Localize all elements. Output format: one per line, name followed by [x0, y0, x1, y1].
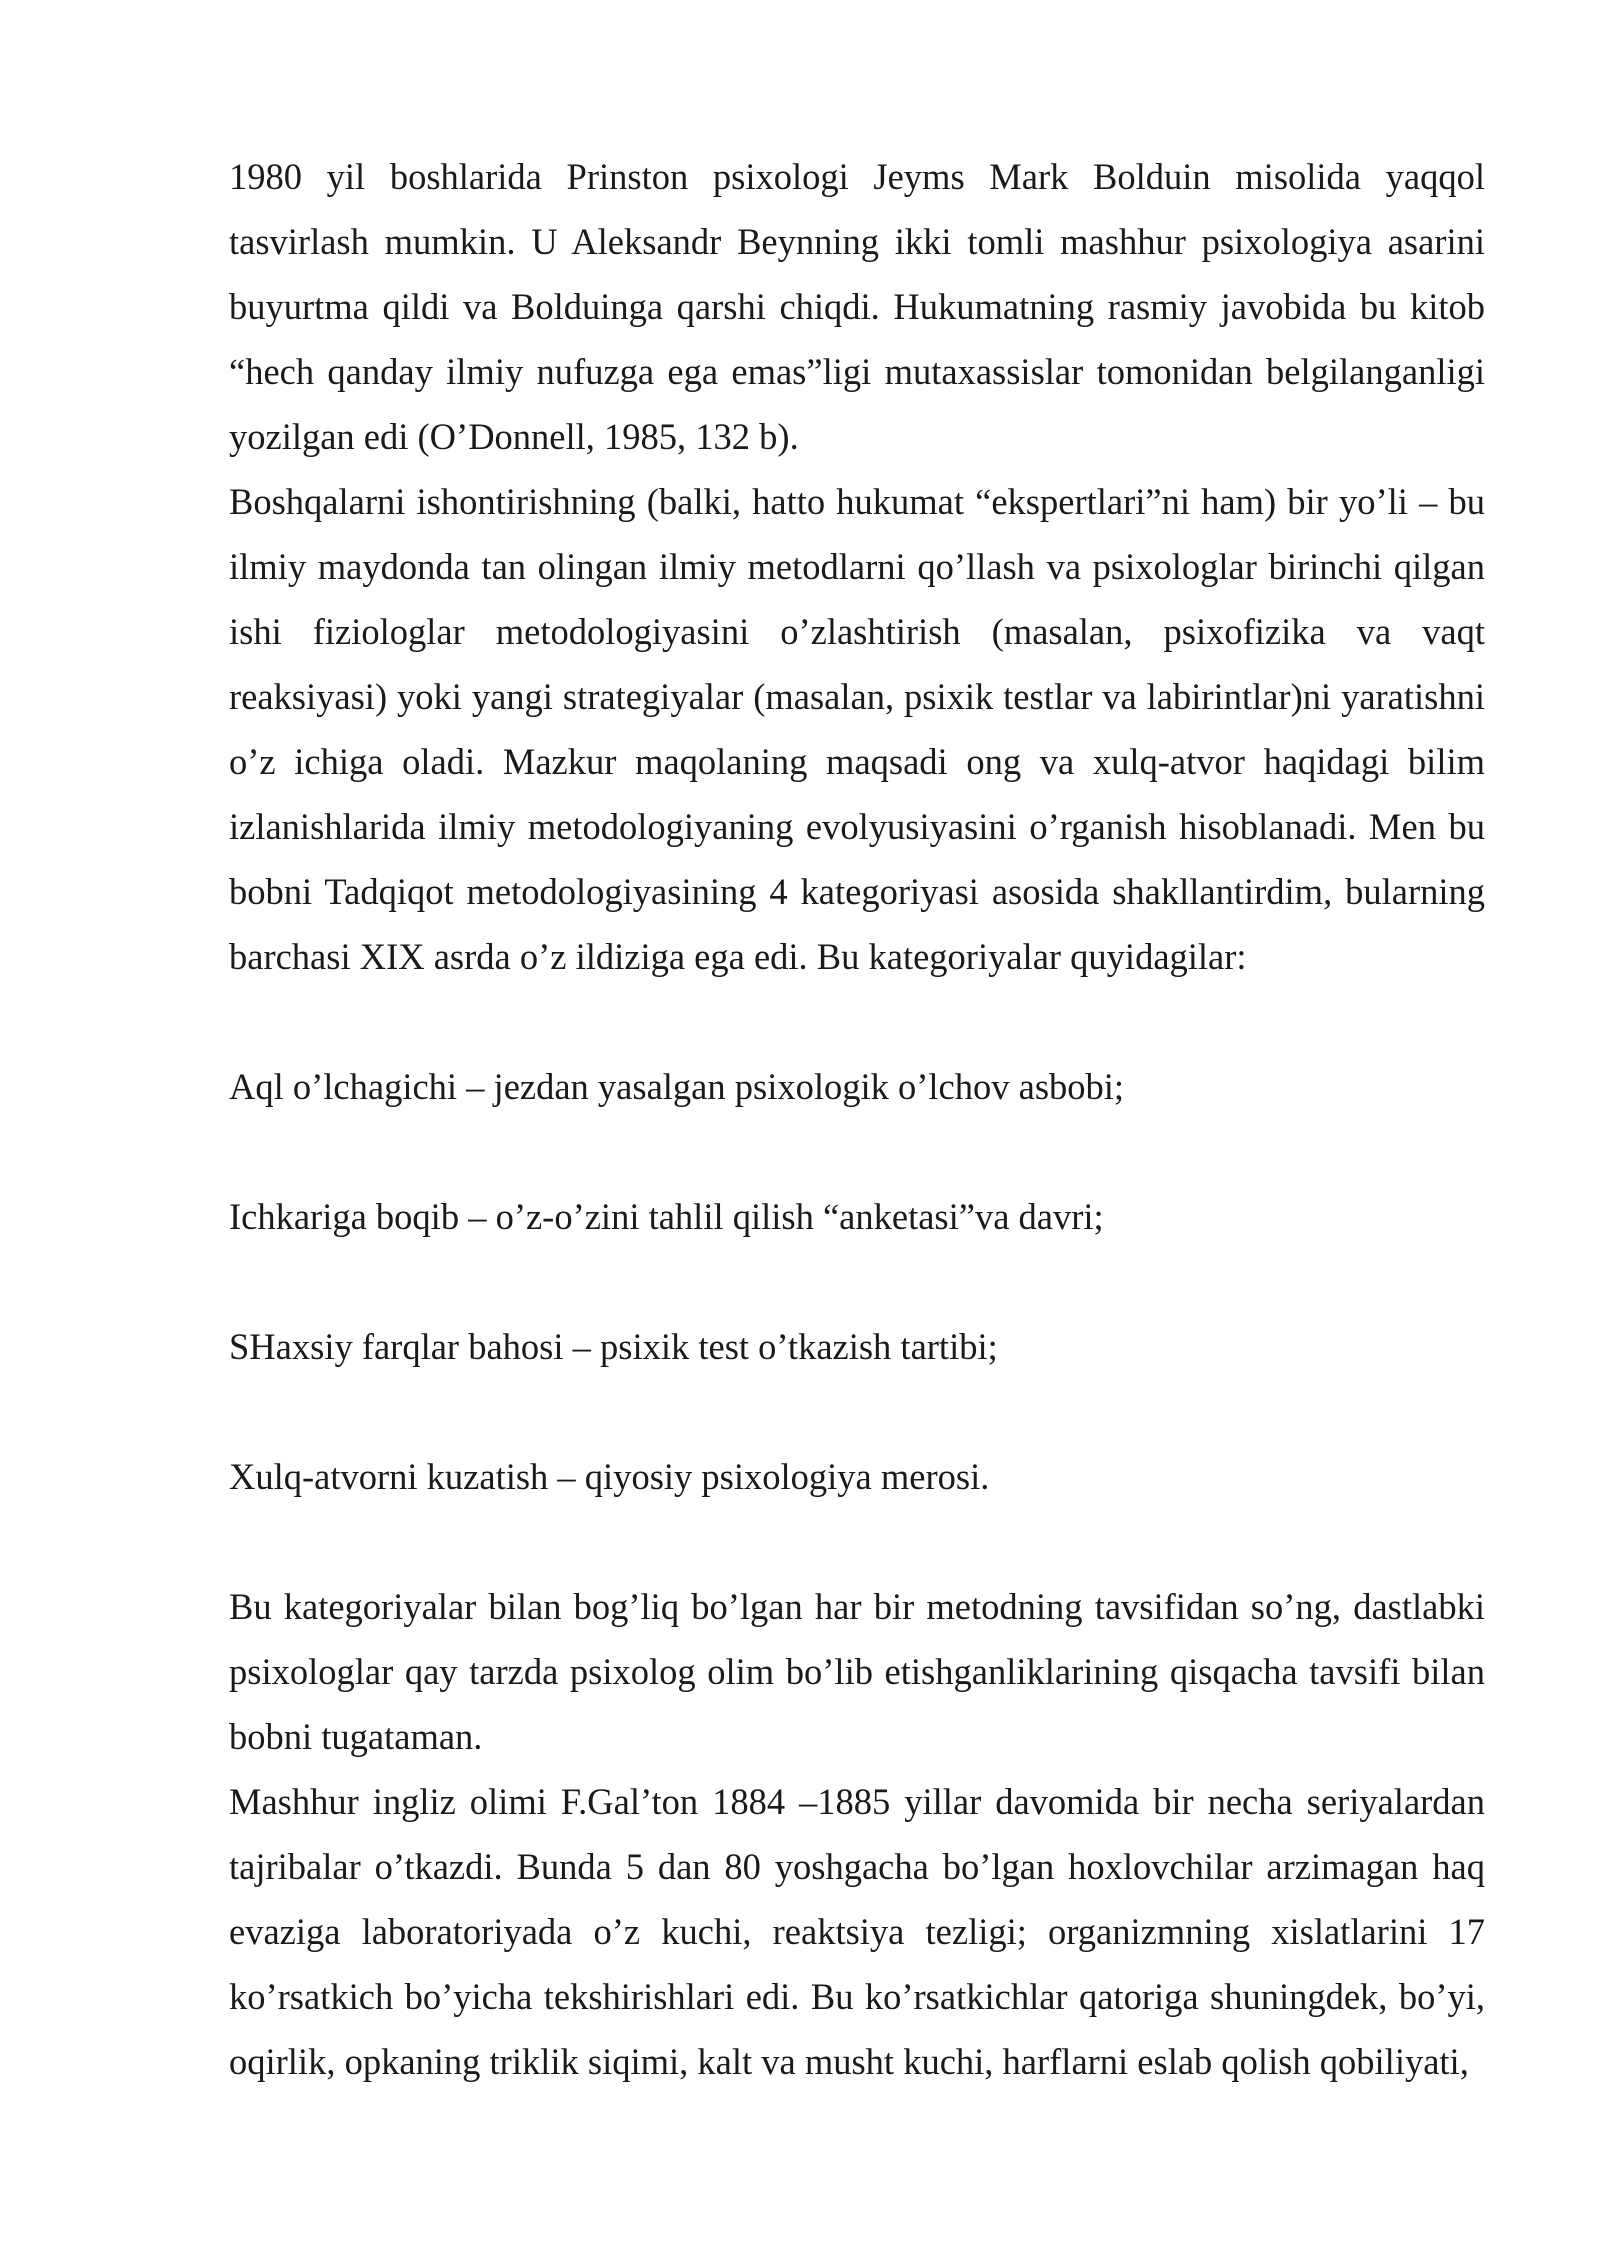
paragraph-methods: Boshqalarni ishontirishning (balki, hatto hukumat “ekspertlari”ni ham) bir yo’li – bu ilmiy maydonda tan olingan ilmiy metodlarni qo’llash va psixologlar birinchi qilgan ishi fiziologlar metodologiyasini o’zlashtirish (masalan, psixofizika va vaqt reaksiyasi) yoki yangi strategiyalar (masalan, psixik testlar va labirintlar)ni yaratishni o’z ichiga oladi. Mazkur maqolaning maqsadi ong va xulq-atvor haqidagi bilim izlanishlarida ilmiy metodologiyaning evolyusiyasini o’rganish hisoblanadi. Men bu bobni Tadqiqot metodologiyasining 4 kategoriyasi asosida shakllantirdim, bularning barchasi XIX asrda o’z ildiziga ega edi. Bu kategoriyalar quyidagilar: [229, 481, 1485, 977]
paragraph-galton: Mashhur ingliz olimi F.Gal’ton 1884 –1885 yillar davomida bir necha seriyalardan tajribalar o’tkazdi. Bunda 5 dan 80 yoshgacha bo’lgan hoxlovchilar arzimagan haq evaziga laboratoriyada o’z kuchi, reaktsiya tezligi; organizmning xislatlarini 17 ko’rsatkich bo’yicha tekshirishlari edi. Bu ko’rsatkichlar qatoriga shuningdek, bo’yi, oqirlik, opkaning triklik siqimi, kalt va musht kuchi, harflarni eslab qolish qobiliyati, [229, 1781, 1485, 2082]
spacer [229, 989, 1485, 1054]
category-item: SHaxsiy farqlar bahosi – psixik test o’tkazish tartibi; [229, 1326, 998, 1367]
spacer [229, 1249, 1485, 1314]
spacer [229, 1509, 1485, 1574]
category-item: Aql o’lchagichi – jezdan yasalgan psixologik o’lchov asbobi; [229, 1066, 1125, 1107]
paragraph-bolduin: 1980 yil boshlarida Prinston psixologi Jeyms Mark Bolduin misolida yaqqol tasvirlash mumkin. U Aleksandr Beynning ikki tomli mashhur psixologiya asarini buyurtma qildi va Bolduinga qarshi chiqdi. Hukumatning rasmiy javobida bu kitob “hech qanday ilmiy nufuzga ega emas”ligi mutaxassislar tomonidan belgilanganligi yozilgan edi (O’Donnell, 1985, 132 b). [229, 156, 1485, 457]
spacer [229, 1379, 1485, 1444]
spacer [229, 1119, 1485, 1184]
document-body [229, 144, 1485, 2094]
paragraph-summary: Bu kategoriyalar bilan bog’liq bo’lgan har bir metodning tavsifidan so’ng, dastlabki psixologlar qay tarzda psixolog olim bo’lib etishganliklarining qisqacha tavsifi bilan bobni tugataman. [229, 1586, 1485, 1757]
category-item: Ichkariga boqib – o’z-o’zini tahlil qilish “anketasi”va davri; [229, 1196, 1104, 1237]
category-item: Xulq-atvorni kuzatish – qiyosiy psixologiya merosi. [229, 1456, 990, 1497]
